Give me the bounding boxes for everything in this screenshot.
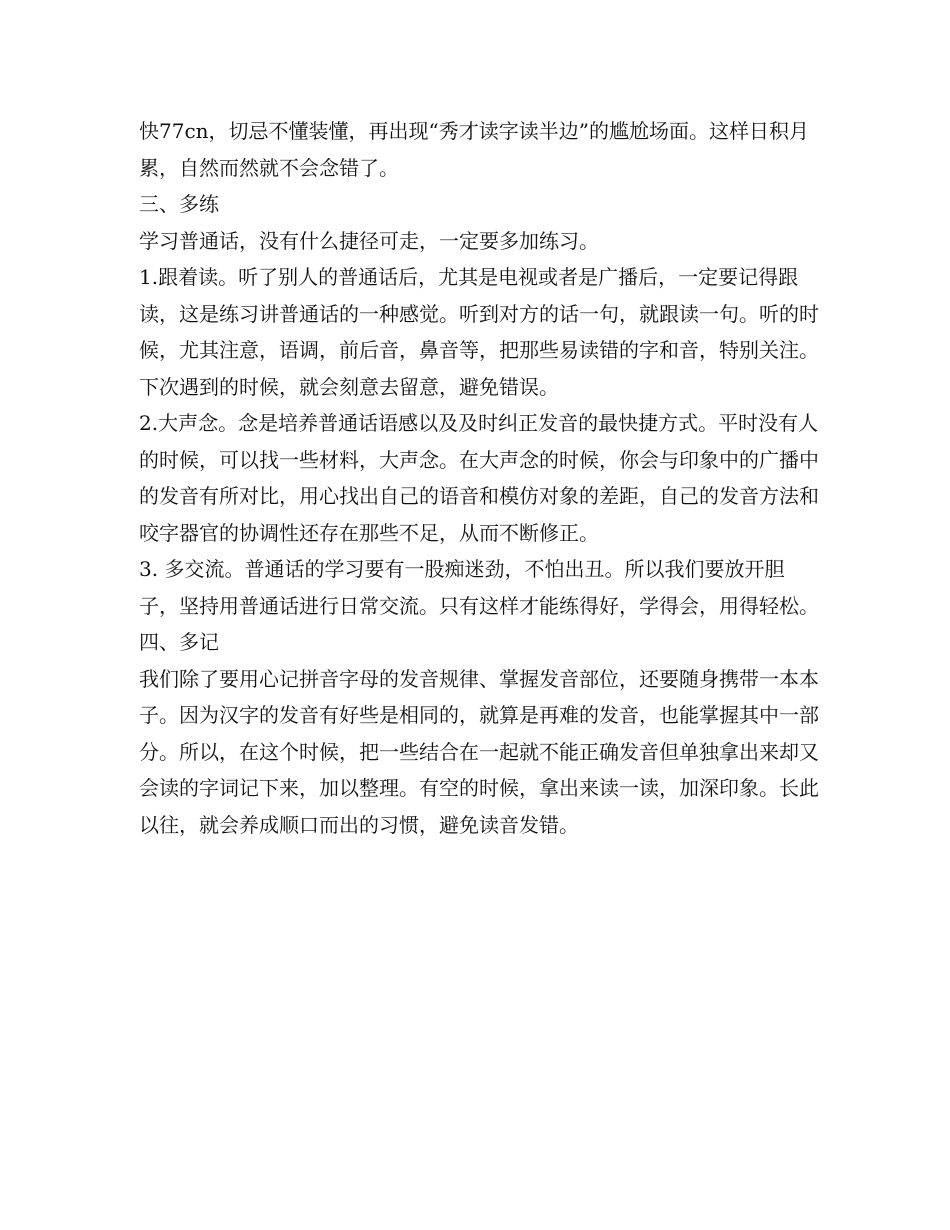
document-body	[139, 113, 819, 843]
paragraph-continuation: 快77cn，切忌不懂装懂，再出现“秀才读字读半边”的尴尬场面。这样日积月累，自然而然就不会念错了。	[139, 119, 809, 180]
paragraph-read-aloud: 2.大声念。念是培养普通话语感以及及时纠正发音的最快捷方式。平时没有人的时候，可以找一些材料，大声念。在大声念的时候，你会与印象中的广播中的发音有所对比，用心找出自己的语音和模仿对象的差距，自己的发音方法和咬字器官的协调性还存在那些不足，从而不断修正。	[139, 411, 819, 545]
paragraph-memorize: 我们除了要用心记拼音字母的发音规律、掌握发音部位，还要随身携带一本本子。因为汉字的发音有好些是相同的，就算是再难的发音，也能掌握其中一部分。所以，在这个时候，把一些结合在一起就不能正确发音但单独拿出来却又会读的字词记下来，加以整理。有空的时候，拿出来读一读，加深印象。长此以往，就会养成顺口而出的习惯，避免读音发错。	[139, 666, 819, 837]
paragraph-practice-intro: 学习普通话，没有什么捷径可走，一定要多加练习。	[139, 228, 599, 253]
section-heading-memorize: 四、多记	[139, 630, 219, 654]
paragraph-follow-reading: 1.跟着读。听了别人的普通话后，尤其是电视或者是广播后，一定要记得跟读，这是练习讲普通话的一种感觉。听到对方的话一句，就跟读一句。听的时候，尤其注意，语调，前后音，鼻音等，把那些易读错的字和音，特别关注。下次遇到的时候，就会刻意去留意，避免错误。	[139, 265, 819, 399]
section-heading-practice: 三、多练	[139, 192, 219, 216]
paragraph-communicate: 3. 多交流。普通话的学习要有一股痴迷劲，不怕出丑。所以我们要放开胆子，坚持用普通话进行日常交流。只有这样才能练得好，学得会，用得轻松。	[139, 557, 819, 618]
